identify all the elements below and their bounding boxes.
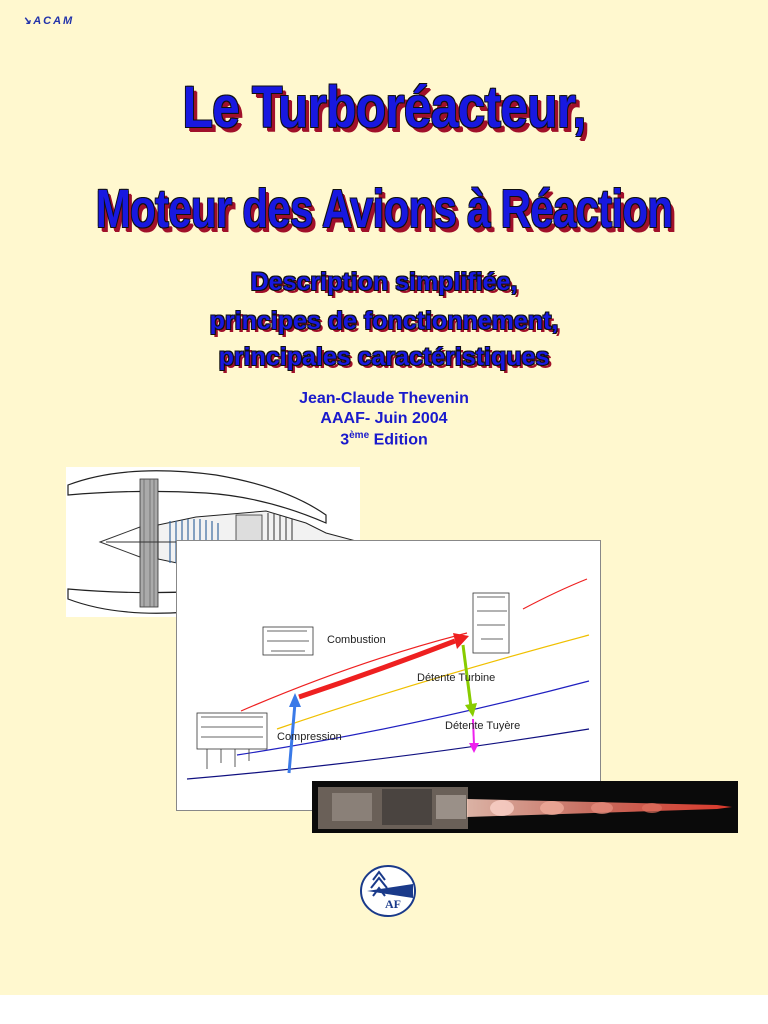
aaaf-emblem-svg — [359, 864, 417, 918]
author-name: Jean-Claude Thevenin — [299, 390, 469, 407]
label-compression: Compression — [277, 731, 342, 743]
label-detente-tuyere: Détente Tuyère — [445, 720, 521, 732]
edition: 3ème Edition — [340, 430, 428, 449]
label-detente-turbine: Détente Turbine — [417, 672, 496, 684]
acam-logo: ↘ACAM — [22, 15, 75, 27]
subtitle-line-2: principes de fonctionnement, — [209, 307, 559, 335]
thermodynamic-diagram — [176, 540, 601, 811]
acam-bird-icon: ↘ — [22, 15, 34, 27]
engine-flame-svg — [312, 781, 738, 833]
subtitle-line-3: principales caractéristiques — [218, 343, 550, 371]
diagram-svg — [177, 541, 600, 810]
svg-text:AF: AF — [385, 897, 401, 911]
aaaf-logo-icon — [359, 864, 417, 918]
label-combustion: Combustion — [327, 634, 386, 646]
engine-test-photo — [312, 781, 738, 833]
org-date: AAAF- Juin 2004 — [320, 410, 448, 427]
main-title-line-2: Moteur des Avions à Réaction — [95, 179, 673, 239]
subtitle-line-1: Description simplifiée, — [250, 268, 518, 296]
main-title-line-1: Le Turboréacteur, — [182, 75, 586, 140]
